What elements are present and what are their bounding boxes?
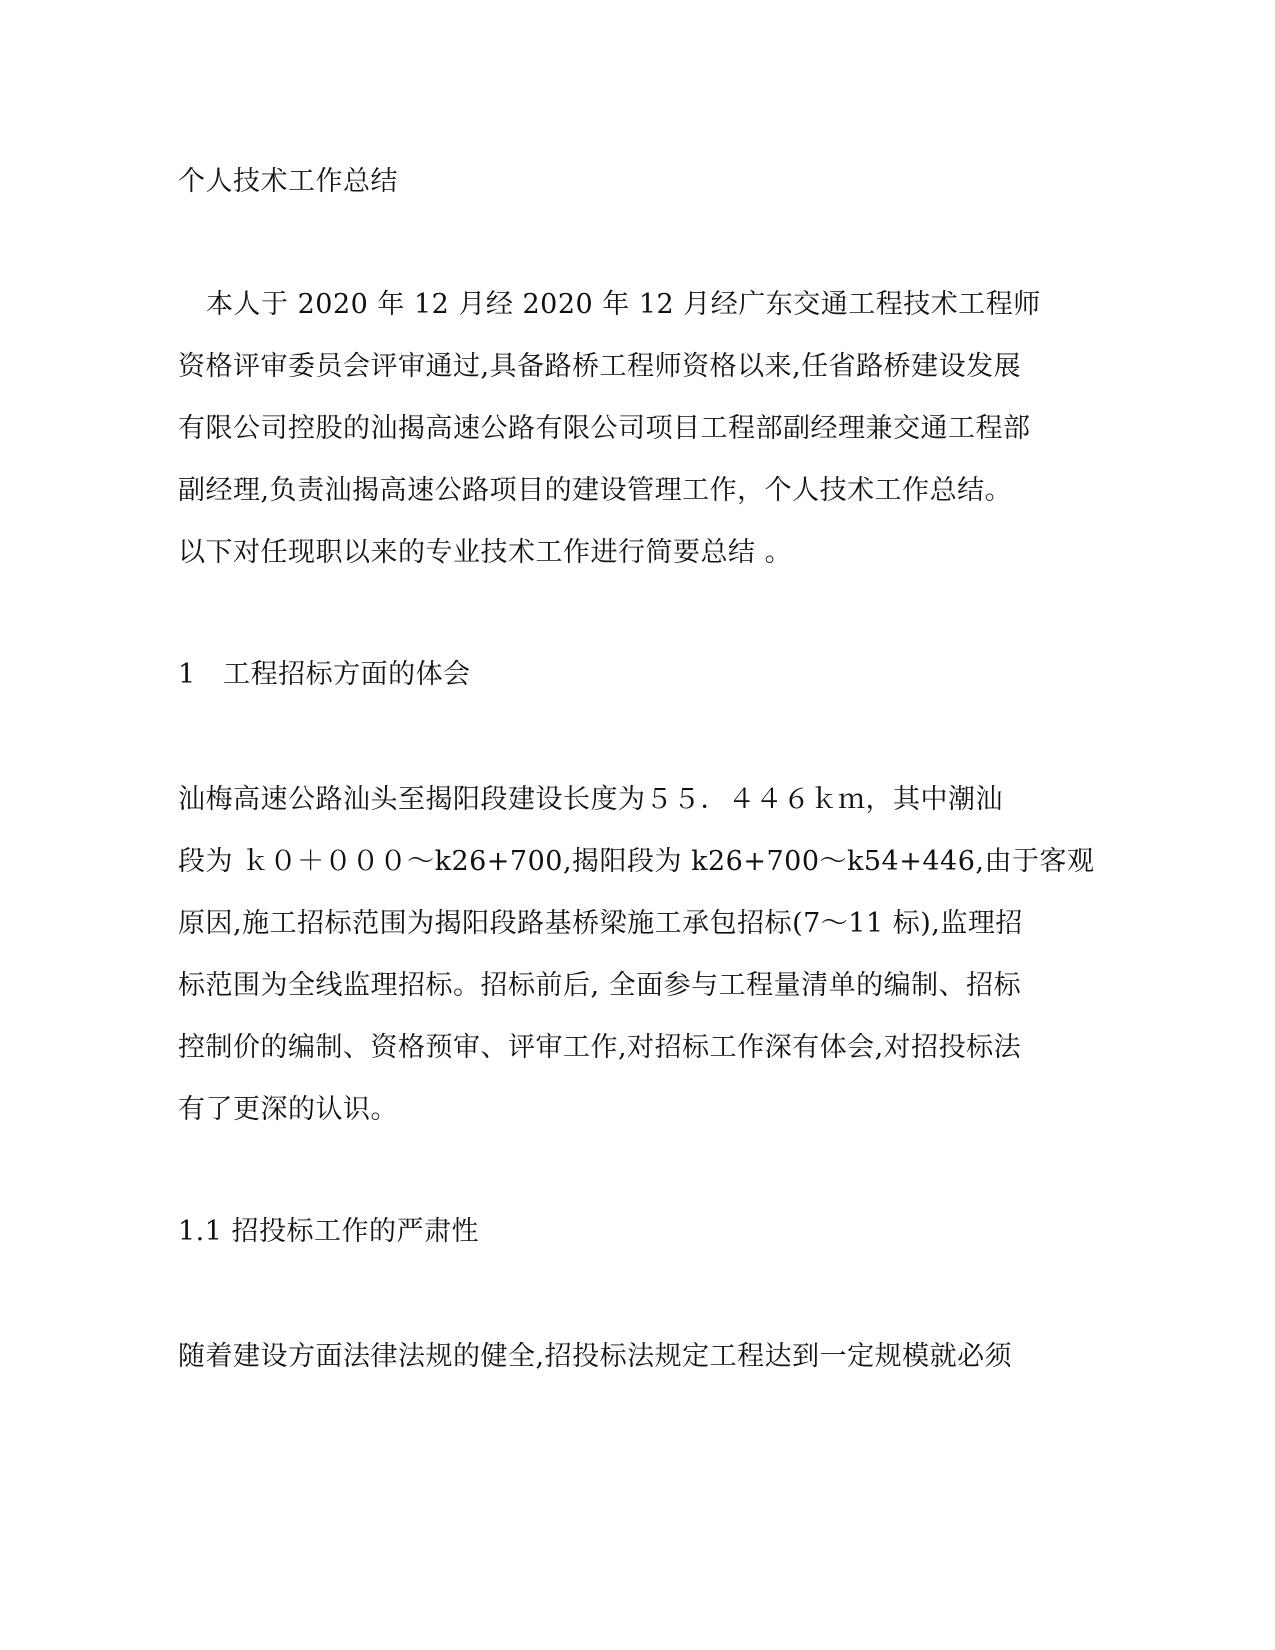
- intro-line-5: 以下对任现职以来的专业技术工作进行简要总结 。: [178, 537, 793, 568]
- document-title: 个人技术工作总结: [178, 166, 398, 197]
- intro-line-2: 资格评审委员会评审通过,具备路桥工程师资格以来,任省路桥建设发展: [178, 351, 1022, 382]
- section-1-line-5: 控制价的编制、资格预审、评审工作,对招标工作深有体会,对招投标法: [178, 1032, 1022, 1063]
- intro-line-4: 副经理,负责汕揭高速公路项目的建设管理工作，个人技术工作总结。: [178, 475, 1013, 506]
- section-1-line-2: 段为 ｋ０＋０００～k26+700,揭阳段为 k26+700～k54+446,由于客观: [178, 846, 1095, 877]
- section-1-line-3: 原因,施工招标范围为揭阳段路基桥梁施工承包招标(7～11 标),监理招: [178, 908, 1023, 939]
- section-1-line-4: 标范围为全线监理招标。招标前后, 全面参与工程量清单的编制、招标: [178, 970, 1022, 1001]
- section-1-1-line-1: 随着建设方面法律法规的健全,招投标法规定工程达到一定规模就必须: [178, 1341, 1013, 1372]
- section-1-line-6: 有了更深的认识。: [178, 1094, 398, 1125]
- intro-line-1: 本人于 2020 年 12 月经 2020 年 12 月经广东交通工程技术工程师: [206, 289, 1041, 320]
- section-1-line-1: 汕梅高速公路汕头至揭阳段建设长度为５５．４４６ｋｍ，其中潮汕: [178, 784, 1003, 815]
- section-1-1-heading: 1.1 招投标工作的严肃性: [178, 1216, 480, 1247]
- section-1-heading: 1 工程招标方面的体会: [178, 659, 471, 690]
- intro-line-3: 有限公司控股的汕揭高速公路有限公司项目工程部副经理兼交通工程部: [178, 413, 1031, 444]
